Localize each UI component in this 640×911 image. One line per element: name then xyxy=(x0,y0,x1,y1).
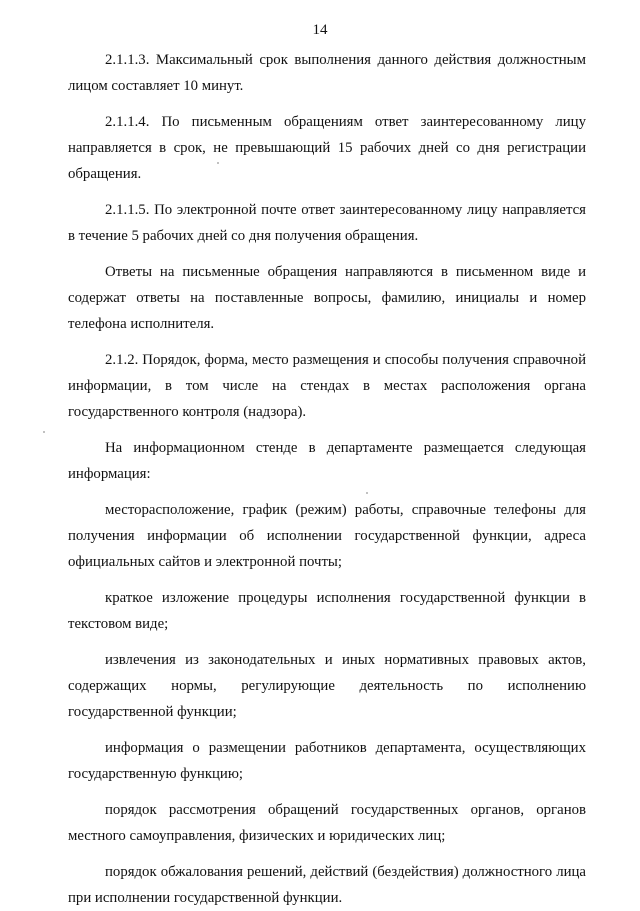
paragraph-written-replies: Ответы на письменные обращения направляются в письменном виде и содержат ответы на поставленные вопросы, фамилию, инициалы и номер телефона исполнителя. xyxy=(68,264,586,332)
list-item-location-schedule: месторасположение, график (режим) работы, справочные телефоны для получения информации об исполнении государственной функции, адреса официальных сайтов и электронной почты; xyxy=(68,502,586,570)
scan-speck xyxy=(217,162,219,164)
list-item-appeal-procedure: порядок обжалования решений, действий (бездействия) должностного лица при исполнении государственной функции. xyxy=(68,864,586,906)
paragraph-2-1-2: 2.1.2. Порядок, форма, место размещения и способы получения справочной информации, в том числе на стендах в местах расположения органа государственного контроля (надзора). xyxy=(68,352,586,420)
list-item-staff-placement: информация о размещении работников департамента, осуществляющих государственную функцию; xyxy=(68,740,586,782)
paragraph-2-1-1-4: 2.1.1.4. По письменным обращениям ответ заинтересованному лицу направляется в срок, не превышающий 15 рабочих дней со дня регистрации обращения. xyxy=(68,114,586,182)
document-body xyxy=(68,47,586,911)
paragraph-2-1-1-3: 2.1.1.3. Максимальный срок выполнения данного действия должностным лицом составляет 10 минут. xyxy=(68,52,586,94)
list-item-appeals-review: порядок рассмотрения обращений государственных органов, органов местного самоуправления, физических и юридических лиц; xyxy=(68,802,586,844)
page-number: 14 xyxy=(312,22,328,38)
list-item-legal-extracts: извлечения из законодательных и иных нормативных правовых актов, содержащих нормы, регулирующие деятельность по исполнению государственной функции; xyxy=(68,652,586,720)
scan-speck xyxy=(43,431,45,433)
scan-speck xyxy=(366,492,368,494)
paragraph-info-stand-intro: На информационном стенде в департаменте размещается следующая информация: xyxy=(68,440,586,482)
list-item-procedure-summary: краткое изложение процедуры исполнения государственной функции в текстовом виде; xyxy=(68,590,586,632)
paragraph-2-1-1-5: 2.1.1.5. По электронной почте ответ заинтересованному лицу направляется в течение 5 рабочих дней со дня получения обращения. xyxy=(68,202,586,244)
